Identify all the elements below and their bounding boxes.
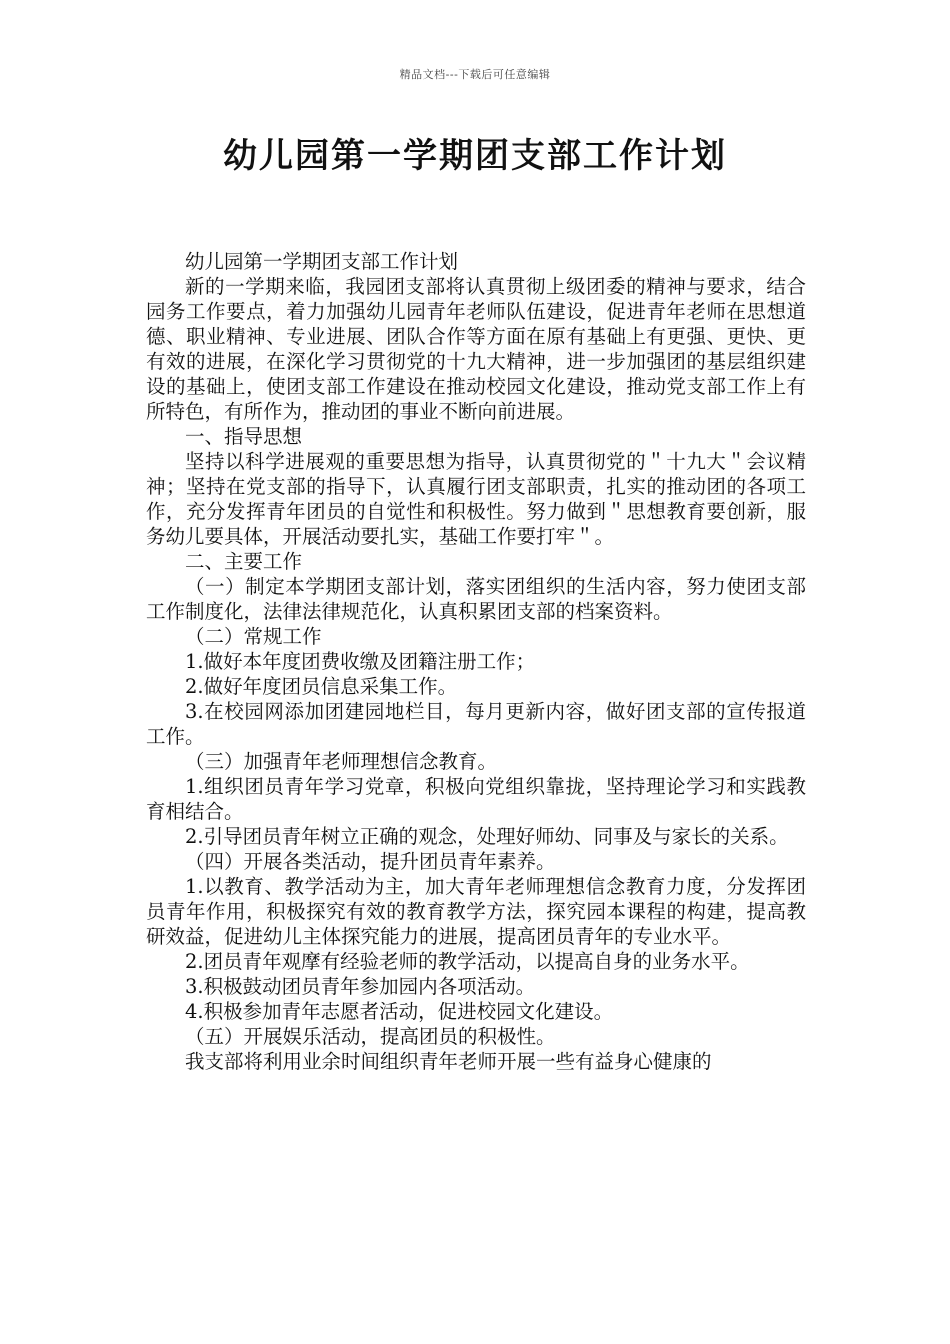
paragraph-item: 1.做好本年度团费收缴及团籍注册工作； [185,650,536,673]
subsection-heading: （三）加强青年老师理想信念教育。 [185,750,498,773]
paragraph-item: 2.引导团员青年树立正确的观念，处理好师幼、同事及与家长的关系。 [185,825,789,848]
subsection-heading: （四）开展各类活动，提升团员青年素养。 [185,850,556,873]
paragraph-subtitle: 幼儿园第一学期团支部工作计划 [185,250,459,273]
header-watermark: 精品文档---下载后可任意编辑 [399,68,551,81]
paragraph-guiding-ideology: 坚持以科学进展观的重要思想为指导，认真贯彻党的＂十九大＂会议精神；坚持在党支部的指导下，认真履行团支部职责，扎实的推动团的各项工作，充分发挥青年团员的自觉性和积极性。努力做到＂思想教育要创新，服务幼儿要具体，开展活动要扎实，基础工作要打牢＂。 [146,450,806,548]
document-body [146,249,806,1074]
paragraph-item: （一）制定本学期团支部计划，落实团组织的生活内容，努力使团支部工作制度化，法律法律规范化，认真积累团支部的档案资料。 [146,575,806,623]
paragraph-item: 4.积极参加青年志愿者活动，促进校园文化建设。 [185,1000,614,1023]
paragraph-item: 2.团员青年观摩有经验老师的教学活动，以提高自身的业务水平。 [185,950,750,973]
paragraph-item: 2.做好年度团员信息采集工作。 [185,675,458,698]
paragraph-intro: 新的一学期来临，我园团支部将认真贯彻上级团委的精神与要求，结合园务工作要点，着力加强幼儿园青年老师队伍建设，促进青年老师在思想道德、职业精神、专业进展、团队合作等方面在原有基础上有更强、更快、更有效的进展，在深化学习贯彻党的十九大精神，进一步加强团的基层组织建设的基础上，使团支部工作建设在推动校园文化建设，推动党支部工作上有所特色，有所作为，推动团的事业不断向前进展。 [146,275,806,423]
paragraph-item: 3.积极鼓动团员青年参加园内各项活动。 [185,975,536,998]
subsection-heading: （五）开展娱乐活动，提高团员的积极性。 [185,1025,556,1048]
paragraph-item: 1.组织团员青年学习党章，积极向党组织靠拢，坚持理论学习和实践教育相结合。 [146,775,806,823]
section-heading-guiding-ideology: 一、指导思想 [185,425,303,448]
document-title: 幼儿园第一学期团支部工作计划 [223,136,727,176]
section-heading-main-work: 二、主要工作 [185,550,303,573]
paragraph-item: 我支部将利用业余时间组织青年老师开展一些有益身心健康的 [185,1050,712,1073]
paragraph-item: 1.以教育、教学活动为主，加大青年老师理想信念教育力度，分发挥团员青年作用，积极探究有效的教育教学方法，探究园本课程的构建，提高教研效益，促进幼儿主体探究能力的进展，提高团员青年的专业水平。 [146,875,806,948]
paragraph-item: 3.在校园网添加团建园地栏目，每月更新内容，做好团支部的宣传报道工作。 [146,700,806,748]
subsection-heading: （二）常规工作 [185,625,322,648]
